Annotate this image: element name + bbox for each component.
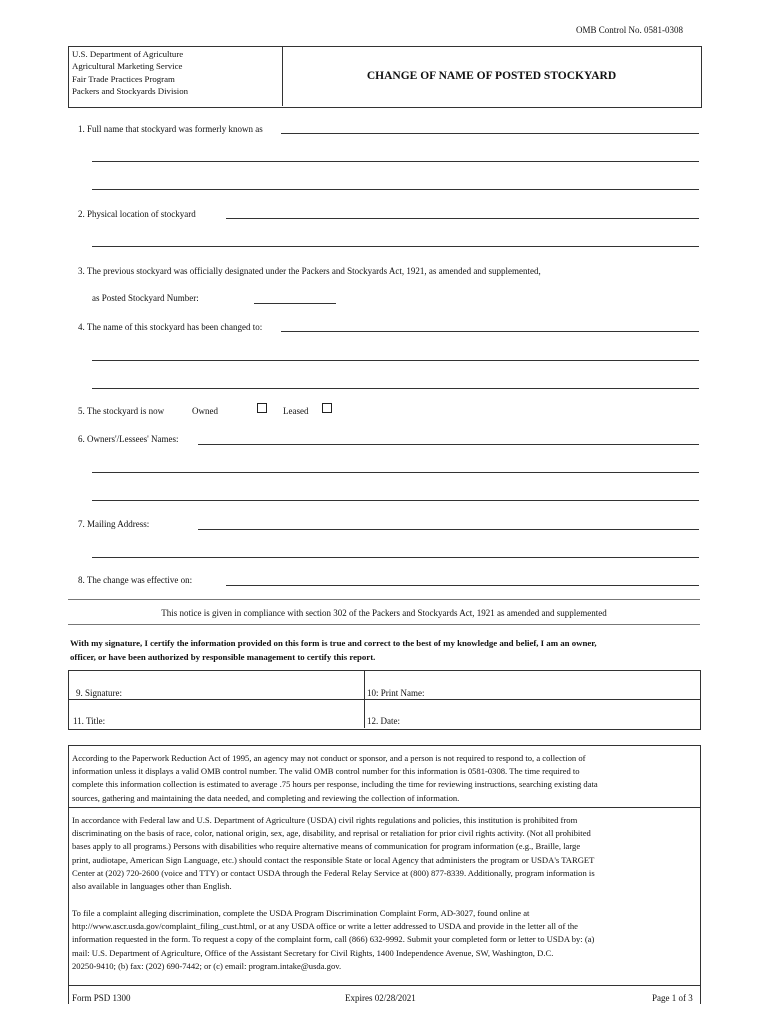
notice-divider bbox=[68, 807, 700, 808]
complaint-line: information requested in the form. To request a copy of the complaint form, call (866) 632-9992. Submit your completed form or letter to USDA by: (a) bbox=[72, 934, 595, 945]
pra-line: information unless it displays a valid OMB control number. The valid OMB control number for this information is 0581-0308. The time required to bbox=[72, 766, 580, 777]
form-number: Form PSD 1300 bbox=[72, 993, 131, 1003]
leased-label: Leased bbox=[283, 406, 309, 416]
complaint-line: 20250-9410; (b) fax: (202) 690-7442; or (c) email: program.intake@usda.gov. bbox=[72, 960, 342, 971]
civil-line: Center at (202) 720-2600 (voice and TTY) or contact USDA through the Federal Relay Service at (800) 877-8339. Additionally, program information is bbox=[72, 867, 595, 878]
q3-label: 3. The previous stockyard was officially designated under the Packers and Stockyards Act, 1921, as amended and supplemented, bbox=[78, 266, 541, 276]
civil-line: In accordance with Federal law and U.S. Department of Agriculture (USDA) civil rights regulations and policies, this institution is prohibited from bbox=[72, 815, 578, 825]
civil-rights-notice bbox=[72, 814, 595, 893]
posted-stockyard-number-field[interactable] bbox=[254, 303, 336, 304]
q7-field-line2[interactable] bbox=[92, 557, 699, 558]
complaint-line: mail: U.S. Department of Agriculture, Office of the Assistant Secretary for Civil Rights, 1400 Independence Avenue, SW, Washington, D.C. bbox=[72, 947, 554, 958]
page-number: Page 1 of 3 bbox=[652, 993, 693, 1003]
q7-label: 7. Mailing Address: bbox=[78, 519, 150, 529]
q6-field-line3[interactable] bbox=[92, 500, 699, 501]
q6-field[interactable] bbox=[198, 444, 699, 445]
civil-line: bases apply to all programs.) Persons with disabilities who require alternative means of communication for program information (e.g., Braille, large bbox=[72, 841, 581, 852]
certification-text bbox=[70, 636, 597, 664]
q1-field[interactable] bbox=[281, 133, 699, 134]
civil-line: also available in languages other than English. bbox=[72, 881, 232, 892]
q6-field-line2[interactable] bbox=[92, 472, 699, 473]
print-name-field[interactable]: 10: Print Name: bbox=[367, 688, 425, 698]
agency-line: Fair Trade Practices Program bbox=[72, 73, 175, 84]
q8-field[interactable] bbox=[226, 585, 699, 586]
q4-label: 4. The name of this stockyard has been changed to: bbox=[78, 322, 263, 332]
signature-table-row-divider bbox=[68, 699, 700, 700]
expiration-date: Expires 02/28/2021 bbox=[345, 993, 416, 1003]
q6-label: 6. Owners'/Lessees' Names: bbox=[78, 434, 179, 444]
certification-line: With my signature, I certify the information provided on this form is true and correct to the best of my knowledge and belief, I am an owner, bbox=[70, 638, 597, 648]
divider bbox=[68, 624, 700, 625]
q4-field-line3[interactable] bbox=[92, 388, 699, 389]
title-field[interactable]: 11. Title: bbox=[73, 716, 106, 726]
paperwork-reduction-notice bbox=[72, 752, 598, 805]
agency-block bbox=[72, 48, 188, 97]
q2-field-line2[interactable] bbox=[92, 246, 699, 247]
certification-line: officer, or have been authorized by responsible management to certify this report. bbox=[70, 652, 376, 662]
leased-checkbox[interactable] bbox=[322, 403, 332, 413]
q8-label: 8. The change was effective on: bbox=[78, 575, 193, 585]
complaint-line: http://www.ascr.usda.gov/complaint_filing_cust.html, or at any USDA office or write a letter addressed to USDA and provide in the letter all of the bbox=[72, 921, 578, 932]
q3-posted-label: as Posted Stockyard Number: bbox=[92, 293, 199, 303]
footer-rule bbox=[68, 985, 700, 986]
q2-label: 2. Physical location of stockyard bbox=[78, 209, 196, 219]
pra-line: sources, gathering and maintaining the data needed, and completing and reviewing the collection of information. bbox=[72, 792, 460, 803]
signature-field[interactable]: 9. Signature: bbox=[76, 688, 122, 698]
q2-field[interactable] bbox=[226, 218, 699, 219]
compliance-notice: This notice is given in compliance with section 302 of the Packers and Stockyards Act, 1921 as amended and supplemented bbox=[161, 608, 607, 618]
q5-label: 5. The stockyard is now bbox=[78, 406, 165, 416]
form-title: CHANGE OF NAME OF POSTED STOCKYARD bbox=[366, 70, 617, 82]
pra-line: According to the Paperwork Reduction Act of 1995, an agency may not conduct or sponsor, and a person is not required to respond to, a collection of bbox=[72, 753, 586, 763]
pra-line: complete this information collection is estimated to average .75 hours per response, including the time for reviewing instructions, searching existing data bbox=[72, 779, 598, 790]
complaint-line: To file a complaint alleging discrimination, complete the USDA Program Discrimination Complaint Form, AD-3027, found online at bbox=[72, 908, 530, 918]
civil-line: print, audiotape, American Sign Language, etc.) should contact the responsible State or local Agency that administers the program or USDA's TARGET bbox=[72, 854, 595, 865]
owned-checkbox[interactable] bbox=[257, 403, 267, 413]
q4-field-line2[interactable] bbox=[92, 360, 699, 361]
agency-line: Agricultural Marketing Service bbox=[72, 61, 183, 72]
q4-field[interactable] bbox=[281, 331, 699, 332]
agency-line: Packers and Stockyards Division bbox=[72, 85, 189, 96]
omb-number: OMB Control No. 0581-0308 bbox=[576, 25, 684, 35]
owned-label: Owned bbox=[192, 406, 218, 416]
complaint-notice bbox=[72, 907, 594, 973]
divider bbox=[68, 599, 700, 600]
q1-label: 1. Full name that stockyard was formerly known as bbox=[78, 124, 263, 134]
q1-field-line3[interactable] bbox=[92, 189, 699, 190]
date-field[interactable]: 12. Date: bbox=[367, 716, 400, 726]
q1-field-line2[interactable] bbox=[92, 161, 699, 162]
agency-line: U.S. Department of Agriculture bbox=[72, 49, 184, 59]
civil-line: discriminating on the basis of race, color, national origin, sex, age, disability, and reprisal or retaliation for prior civil rights activity. (Not all prohibited bbox=[72, 828, 591, 839]
q7-field[interactable] bbox=[198, 529, 699, 530]
